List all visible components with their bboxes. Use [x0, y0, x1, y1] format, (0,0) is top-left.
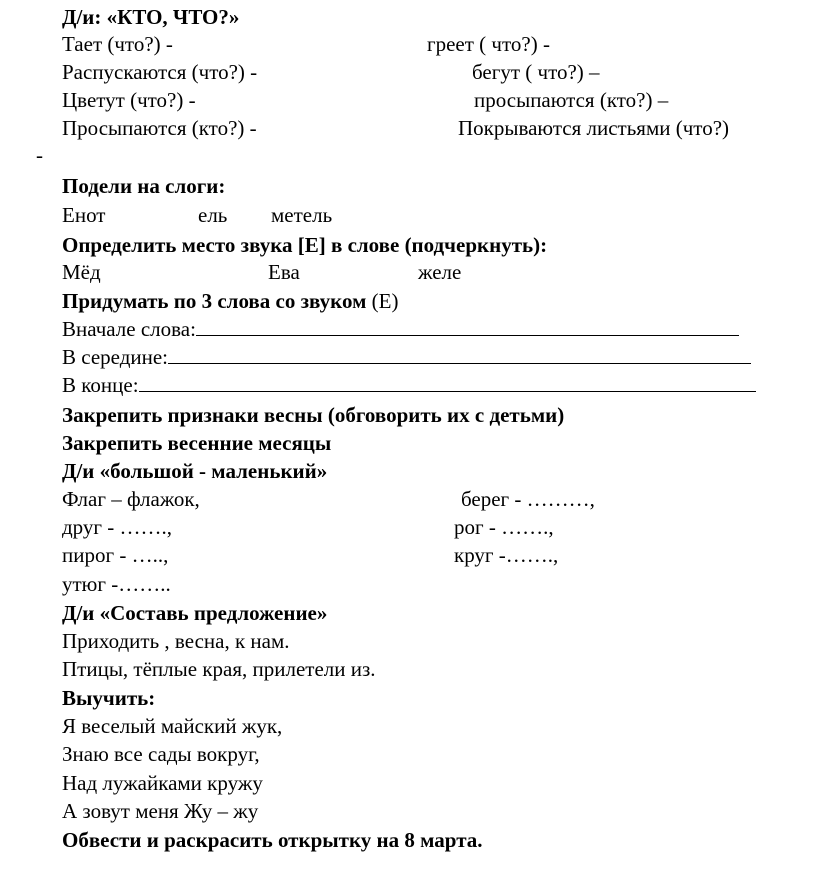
- answer-label-start: Вначале слова:: [62, 317, 196, 341]
- final-task: Обвести и раскрасить открытку на 8 марта.: [62, 828, 483, 852]
- kto-chto-left-2: Распускаются (что?) -: [62, 60, 258, 84]
- big-small-right-2: рог - …….,: [454, 515, 554, 539]
- answer-label-end: В конце:: [62, 373, 139, 397]
- make-sentence-title: Д/и «Составь предложение»: [62, 601, 328, 625]
- spring-signs-task: Закрепить признаки весны (обговорить их с детьми): [62, 403, 565, 427]
- poem-line-3: Над лужайками кружу: [62, 771, 263, 795]
- kto-chto-title: Д/и: «КТО, ЧТО?»: [62, 5, 240, 29]
- answer-line-middle: [62, 344, 751, 370]
- three-words-title-sound: (Е): [371, 289, 399, 313]
- three-words-title: [62, 288, 398, 314]
- poem-line-4: А зовут меня Жу – жу: [62, 799, 259, 823]
- poem-line-1: Я веселый майский жук,: [62, 714, 283, 738]
- big-small-left-2: друг - …….,: [62, 515, 173, 539]
- syllables-word-1: Енот: [62, 203, 106, 227]
- syllables-word-3: метель: [271, 203, 333, 227]
- big-small-left-3: пирог - …..,: [62, 543, 169, 567]
- big-small-left-1: Флаг – флажок,: [62, 487, 200, 511]
- kto-chto-right-3: просыпаются (кто?) –: [474, 88, 669, 112]
- kto-chto-right-2: бегут ( что?) –: [472, 60, 600, 84]
- answer-line-end: [62, 372, 756, 398]
- poem-line-2: Знаю все сады вокруг,: [62, 742, 260, 766]
- big-small-right-3: круг -…….,: [454, 543, 559, 567]
- sound-word-3: желе: [418, 260, 462, 284]
- learn-title: Выучить:: [62, 686, 156, 710]
- spring-months-task: Закрепить весенние месяцы: [62, 431, 332, 455]
- trailing-dash: -: [36, 143, 43, 167]
- big-small-right-1: берег - ………,: [461, 487, 595, 511]
- answer-label-middle: В середине:: [62, 345, 169, 369]
- answer-line-start: [62, 316, 739, 342]
- sound-word-2: Ева: [268, 260, 300, 284]
- sound-word-1: Мёд: [62, 260, 101, 284]
- make-sentence-line-1: Приходить , весна, к нам.: [62, 629, 290, 653]
- three-words-title-bold: Придумать по 3 слова со звуком: [62, 289, 367, 313]
- big-small-left-4: утюг -……..: [62, 572, 171, 596]
- kto-chto-left-4: Просыпаются (кто?) -: [62, 116, 257, 140]
- answer-blank-middle[interactable]: [168, 344, 751, 364]
- kto-chto-left-1: Тает (что?) -: [62, 32, 173, 56]
- syllables-title: Подели на слоги:: [62, 174, 226, 198]
- sound-position-title: Определить место звука [Е] в слове (подчеркнуть):: [62, 233, 548, 257]
- answer-blank-start[interactable]: [196, 316, 739, 336]
- big-small-title: Д/и «большой - маленький»: [62, 459, 328, 483]
- make-sentence-line-2: Птицы, тёплые края, прилетели из.: [62, 657, 376, 681]
- kto-chto-right-1: греет ( что?) -: [427, 32, 550, 56]
- kto-chto-right-4: Покрываются листьями (что?): [458, 116, 730, 140]
- syllables-word-2: ель: [198, 203, 228, 227]
- kto-chto-left-3: Цветут (что?) -: [62, 88, 196, 112]
- answer-blank-end[interactable]: [139, 372, 756, 392]
